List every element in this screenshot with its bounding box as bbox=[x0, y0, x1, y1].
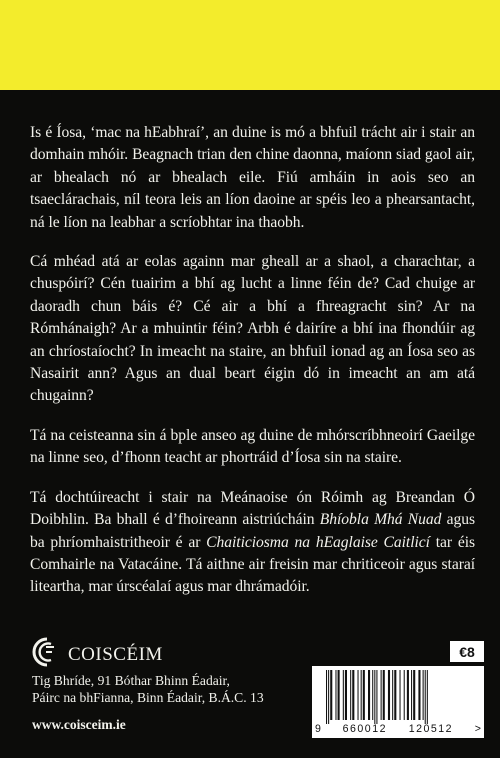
barcode-bar bbox=[394, 670, 396, 720]
price-label: €8 bbox=[450, 641, 484, 662]
barcode-guard-bar bbox=[328, 670, 329, 724]
barcode-bar bbox=[363, 670, 365, 720]
publisher-logo bbox=[27, 636, 327, 668]
publisher-block bbox=[27, 636, 327, 706]
barcode-bar bbox=[352, 670, 354, 720]
barcode-bar bbox=[338, 670, 340, 720]
barcode-guard-bar bbox=[376, 670, 377, 724]
barcode-bar bbox=[413, 670, 415, 720]
barcode-left-group: 660012 bbox=[342, 723, 387, 735]
coisceim-logo-icon bbox=[27, 636, 65, 668]
barcode-bar bbox=[392, 670, 393, 720]
barcode-bar bbox=[407, 670, 409, 720]
barcode-bar bbox=[335, 670, 336, 720]
barcode-bar bbox=[388, 670, 390, 720]
paragraph-1: Is é Íosa, ‘mac na hEabhraí’, an duine is mó a bhfuil trácht air i stair an domhain mhóir. Beagnach trian den chine daonna, maíonn siad gaol air, ar bhealach nó ar bhealach eile. Fiú amháin in aois seo an tsaeclárachais, níl teora leis an líon daoine ar spéis leo a phearsantacht, ná le líon na leabhar a scríobhtar ina thaobh. bbox=[30, 124, 475, 231]
barcode-bar bbox=[372, 670, 373, 720]
barcode-guard-bar bbox=[374, 670, 375, 724]
barcode-bar bbox=[400, 670, 401, 720]
barcode-bar bbox=[368, 670, 370, 720]
paragraph-4-text-a: Tá dochtúireacht i stair na Meánaoise ón Róimh ag Breandan Ó Doibhlin. Ba bhall é d’fhoireann aistriúcháin bbox=[30, 488, 475, 529]
barcode-trail: > bbox=[474, 723, 481, 735]
barcode-bar bbox=[361, 670, 362, 720]
publisher-website[interactable]: www.coisceim.ie bbox=[32, 717, 126, 732]
barcode-bars bbox=[312, 666, 484, 724]
address-line-2: Páirc na bhFianna, Binn Éadair, B.Á.C. 13 bbox=[32, 690, 264, 705]
publisher-address bbox=[32, 672, 327, 706]
barcode-bar bbox=[418, 670, 420, 720]
paragraph-4-text-e: tar éis Comhairle na Vatacáine. Tá aithne air freisin mar chriticeoir agus staraí liteartha, mar úrscéalaí agus mar dhrámadóir. bbox=[30, 533, 475, 596]
title-bible: Bhíobla Mhá Nuad bbox=[319, 511, 442, 529]
yellow-top-band bbox=[0, 0, 500, 90]
barcode-bar bbox=[350, 670, 351, 720]
barcode-guard-bar bbox=[425, 670, 426, 724]
paragraph-4-text-c: agus ba phríomhaistritheoir é ar bbox=[30, 511, 476, 551]
title-catechism: Chaiticiosma na hEaglaise Caitlicí bbox=[206, 533, 430, 551]
barcode-bar bbox=[330, 670, 332, 720]
blurb-text bbox=[30, 122, 475, 616]
barcode-guard-bar bbox=[326, 670, 327, 724]
barcode-bar bbox=[423, 670, 424, 720]
paragraph-3: Tá na ceisteanna sin á bple anseo ag duine de mhórscríbhneoirí Gaeilge na linne seo, d’fhonn teacht ar phortráid d’Íosa sin na staire. bbox=[30, 426, 475, 467]
barcode-bar bbox=[383, 670, 385, 720]
address-line-1: Tig Bhríde, 91 Bóthar Bhinn Éadair, bbox=[32, 673, 230, 688]
barcode-bar bbox=[343, 670, 344, 720]
barcode-bar bbox=[345, 670, 347, 720]
barcode-bar bbox=[404, 670, 405, 720]
paragraph-4 bbox=[30, 487, 475, 599]
barcode-right-group: 120512 bbox=[408, 723, 454, 735]
barcode-digits bbox=[312, 722, 484, 736]
barcode-guard-bar bbox=[427, 670, 428, 724]
barcode-lead-digit: 9 bbox=[315, 723, 321, 735]
barcode-bar bbox=[381, 670, 382, 720]
isbn-barcode bbox=[312, 666, 484, 738]
barcode-bar bbox=[358, 670, 359, 720]
barcode-bar bbox=[411, 670, 412, 720]
paragraph-2: Cá mhéad atá ar eolas againn mar gheall ar a shaol, a charachtar, a chuspóirí? Cén tuairim a bhí ag lucht a linne féin de? Cad chuige ar daoradh chun báis é? Cé air a bhí a fhreagracht sin? Ar na Rómhánaigh? Ar a mhuintir féin? Arbh é dairíre a bhí ina fhondúir ag an chríostaíocht? In imeacht na staire, an bhfuil ionad ag an Íosa seo as Nasairit ann? Agus an dual beart éigin dó in imeacht an am atá chugainn? bbox=[30, 253, 475, 405]
publisher-name: COISCÉIM bbox=[68, 644, 163, 665]
